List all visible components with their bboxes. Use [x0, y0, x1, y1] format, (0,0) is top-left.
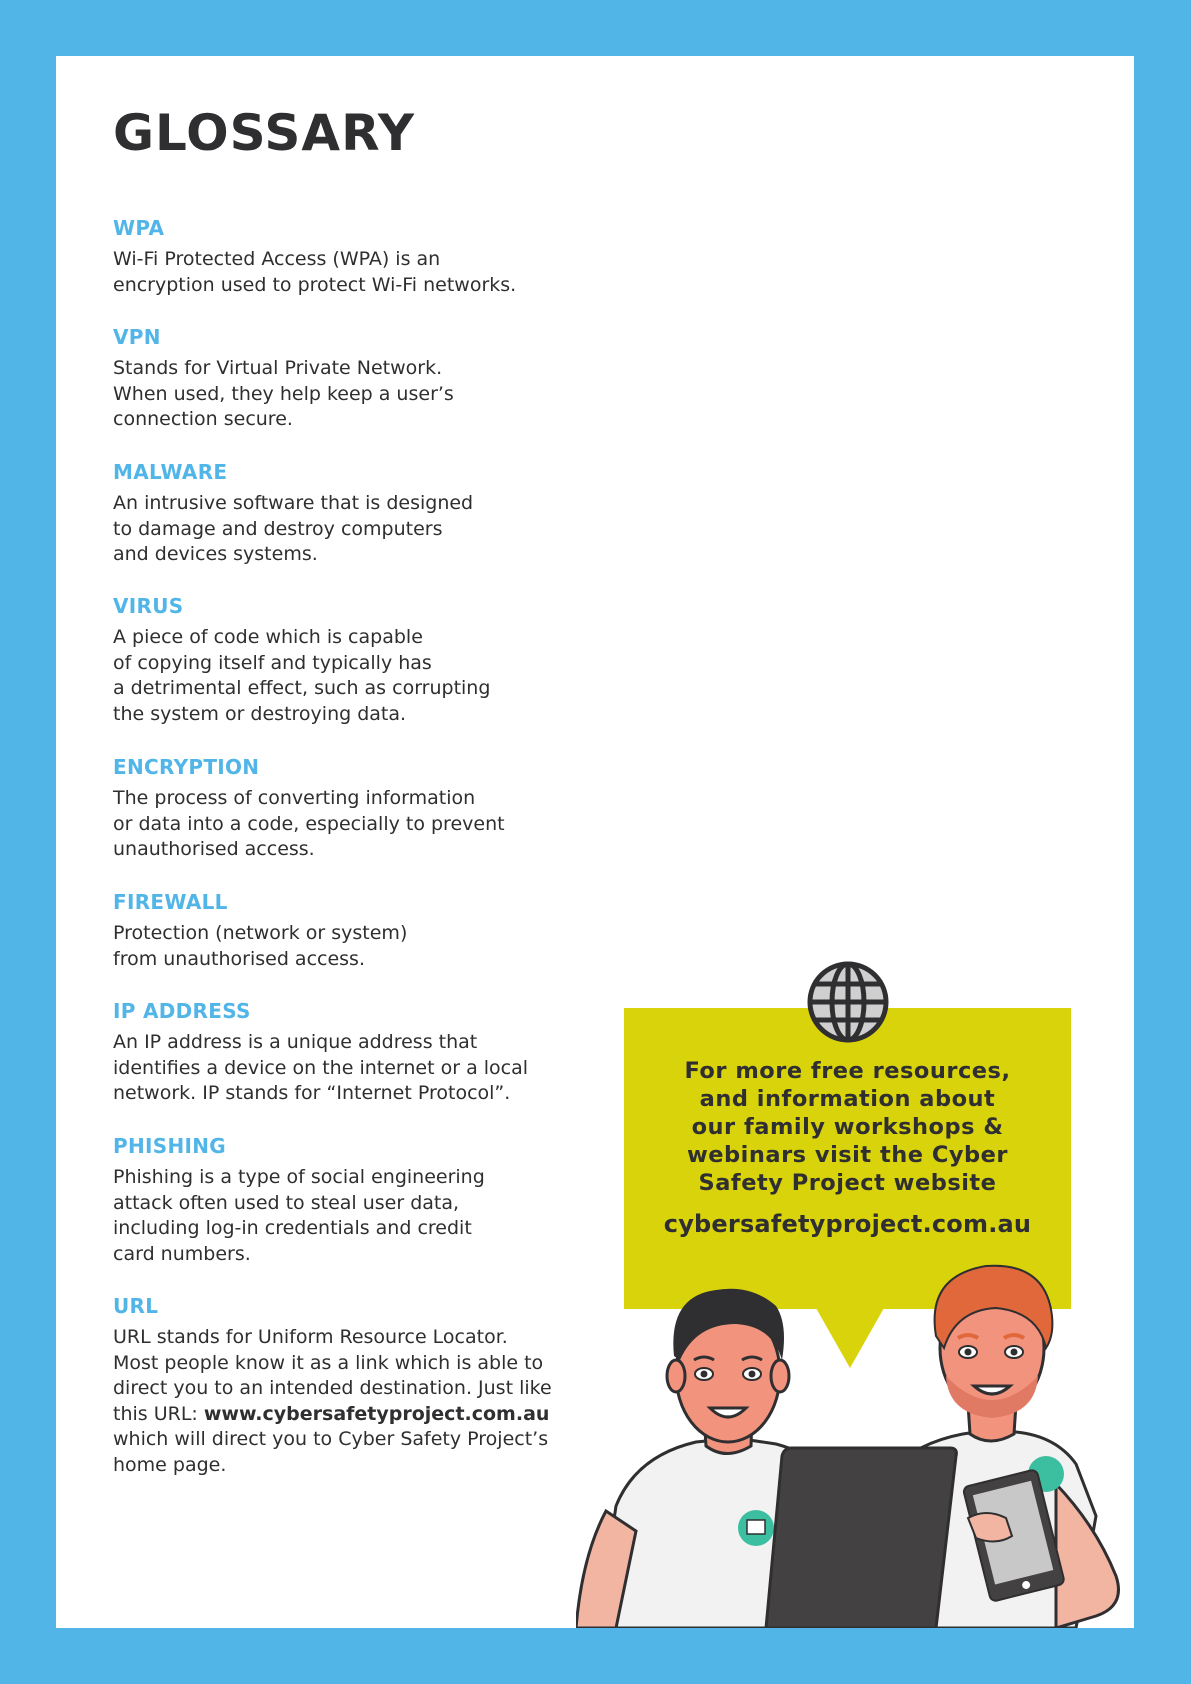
- term-phishing: [113, 1134, 593, 1267]
- term-name: MALWARE: [113, 460, 228, 484]
- term-name: URL: [113, 1294, 159, 1318]
- term-definition: URL stands for Uniform Resource Locator. Most people know it as a link which is able to direct you to an intended destination. Just like this URL: www.cybersafetyproject.com.au which will direct you to Cyber Safety Project’s home page.: [113, 1326, 552, 1476]
- term-encryption: [113, 755, 593, 863]
- website-link[interactable]: www.cybersafetyproject.com.au: [203, 1402, 550, 1425]
- term-name: VIRUS: [113, 594, 184, 618]
- people-illustration: [576, 1256, 1134, 1628]
- term-definition: Protection (network or system) from unauthorised access.: [113, 922, 408, 970]
- term-ip-address: [113, 999, 593, 1107]
- term-malware: [113, 460, 593, 568]
- term-definition: Stands for Virtual Private Network. When used, they help keep a user’s connection secure.: [113, 357, 454, 430]
- page-title: GLOSSARY: [113, 104, 416, 162]
- term-definition: Phishing is a type of social engineering attack often used to steal user data, including log-in credentials and credit card numbers.: [113, 1166, 485, 1265]
- term-name: PHISHING: [113, 1134, 226, 1158]
- term-firewall: [113, 890, 593, 972]
- globe-icon: [806, 960, 890, 1044]
- term-definition: A piece of code which is capable of copying itself and typically has a detrimental effect, such as corrupting the system or destroying data.: [113, 626, 491, 725]
- term-virus: [113, 594, 593, 727]
- term-definition: An intrusive software that is designed to damage and destroy computers and devices systems.: [113, 492, 474, 565]
- term-name: VPN: [113, 325, 161, 349]
- term-name: FIREWALL: [113, 890, 228, 914]
- term-definition: Wi-Fi Protected Access (WPA) is an encryption used to protect Wi-Fi networks.: [113, 248, 517, 296]
- page: [56, 56, 1134, 1628]
- term-url: [113, 1294, 593, 1478]
- term-definition: The process of converting information or data into a code, especially to prevent unauthorised access.: [113, 787, 505, 860]
- term-vpn: [113, 325, 593, 433]
- term-definition: An IP address is a unique address that identifies a device on the internet or a local network. IP stands for “Internet Protocol”.: [113, 1031, 529, 1104]
- promo-url-link[interactable]: cybersafetyproject.com.au: [663, 1210, 1032, 1238]
- promo-text: For more free resources, and information about our family workshops & webinars visit the Cyber Safety Project website: [684, 1058, 1011, 1196]
- term-name: WPA: [113, 216, 165, 240]
- term-name: ENCRYPTION: [113, 755, 260, 779]
- term-wpa: [113, 216, 593, 298]
- term-name: IP ADDRESS: [113, 999, 251, 1023]
